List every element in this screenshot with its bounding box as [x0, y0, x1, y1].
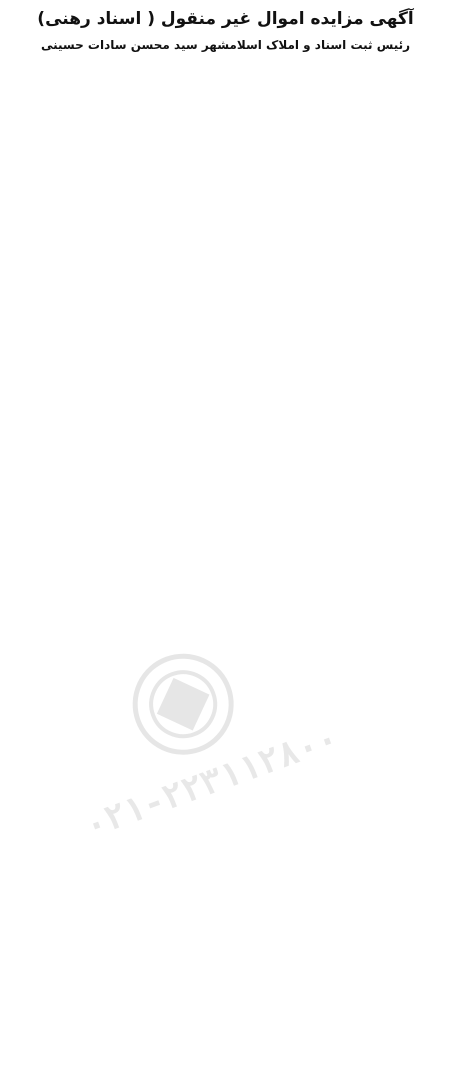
auction-notice [4, 2, 447, 1075]
notice-title: آگهی مزایده اموال غیر منقول ( اسناد رهنی) [37, 9, 414, 29]
watermark-text: ۰۲۱-۲۲۳۱۱۲۸۰۰ [79, 717, 344, 847]
signature-line: رئیس ثبت اسناد و املاک اسلامشهر سید محسن سادات حسینی [40, 38, 411, 52]
